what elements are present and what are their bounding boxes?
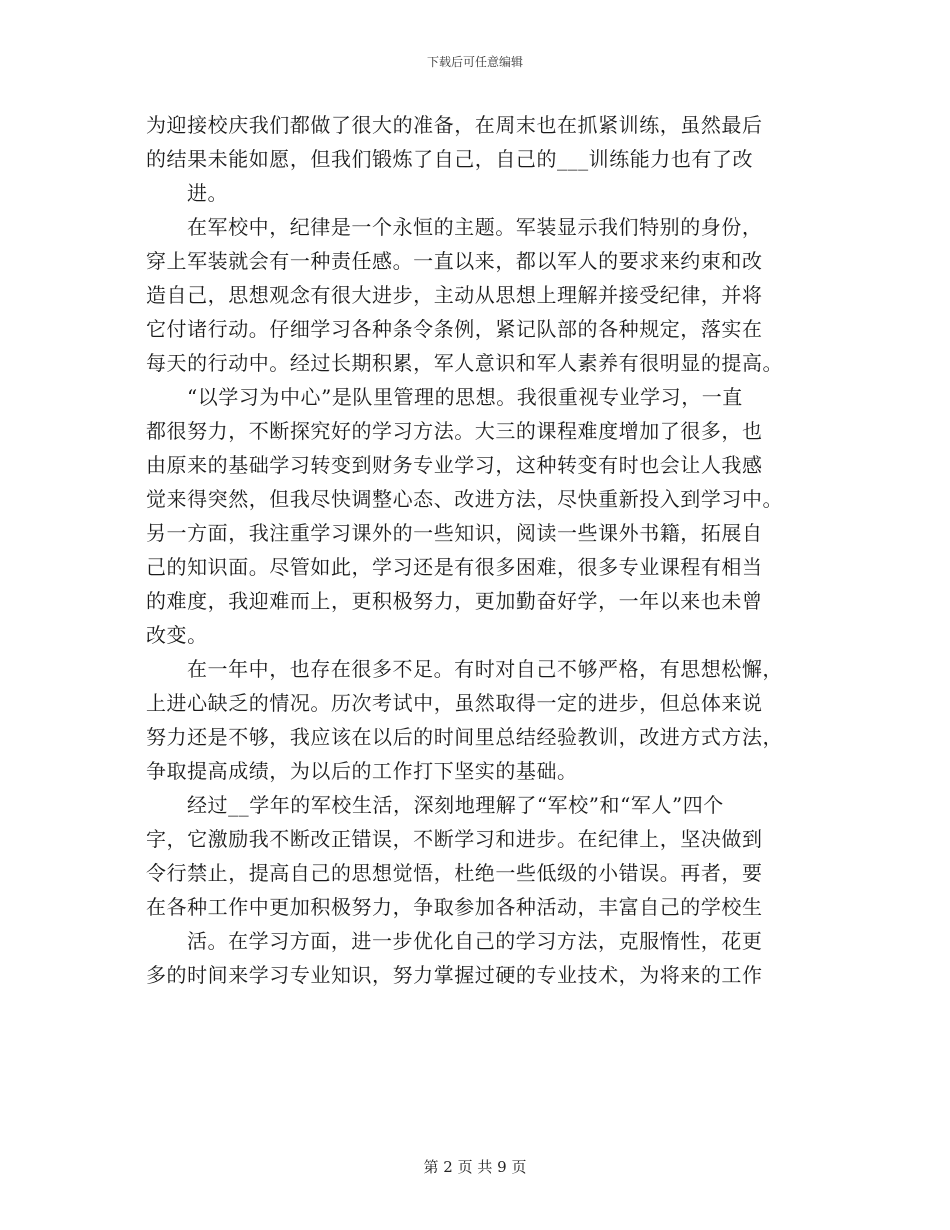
page-header: 下载后可任意编辑: [426, 55, 523, 69]
text-line: 进。: [187, 181, 229, 205]
text-line: 活。在学习方面，进一步优化自己的学习方法，克服惰性，花更: [187, 929, 763, 953]
text-line: 穿上军装就会有一种责任感。一直以来，都以军人的要求来约束和改: [146, 249, 763, 273]
text-line: 在各种工作中更加积极努力，争取参加各种活动，丰富自己的学校生: [146, 895, 763, 919]
page-footer: 第 2 页 共 9 页: [423, 1158, 527, 1176]
text-line: 上进心缺乏的情况。历次考试中，虽然取得一定的进步，但总体来说: [146, 691, 763, 715]
text-line: 己的知识面。尽管如此，学习还是有很多困难，很多专业课程有相当: [146, 555, 763, 579]
paragraph-start: 在军校中，纪律是一个永恒的主题。军装显示我们特别的身份，: [187, 215, 763, 239]
document-body: [146, 108, 806, 992]
paragraph-start: 在一年中，也存在很多不足。有时对自己不够严格，有思想松懈，: [187, 657, 783, 681]
text-line: 的难度，我迎难而上，更积极努力，更加勤奋好学，一年以来也未曾: [146, 589, 763, 613]
text-line: 觉来得突然，但我尽快调整心态、改进方法，尽快重新投入到学习中。: [146, 487, 784, 511]
text-line: 的结果未能如愿，但我们锻炼了自己，自己的___训练能力也有了改: [146, 147, 754, 171]
text-line: 另一方面，我注重学习课外的一些知识，阅读一些课外书籍，拓展自: [146, 521, 763, 545]
text-line: 多的时间来学习专业知识，努力掌握过硬的专业技术，为将来的工作: [146, 963, 763, 987]
text-line: 令行禁止，提高自己的思想觉悟，杜绝一些低级的小错误。再者，要: [146, 861, 763, 885]
text-line: 为迎接校庆我们都做了很大的准备，在周末也在抓紧训练，虽然最后: [146, 113, 763, 137]
text-line: 造自己，思想观念有很大进步，主动从思想上理解并接受纪律，并将: [146, 283, 763, 307]
text-line: 努力还是不够，我应该在以后的时间里总结经验教训，改进方式方法，: [146, 725, 784, 749]
text-line: 都很努力，不断探究好的学习方法。大三的课程难度增加了很多，也: [146, 419, 763, 443]
text-line: 由原来的基础学习转变到财务专业学习，这种转变有时也会让人我感: [146, 453, 763, 477]
text-line: 每天的行动中。经过长期积累，军人意识和军人素养有很明显的提高。: [146, 351, 784, 375]
text-line: 改变。: [146, 623, 208, 647]
paragraph-start: 经过__学年的军校生活，深刻地理解了“军校”和“军人”四个: [187, 793, 724, 817]
paragraph-start: “以学习为中心”是队里管理的思想。我很重视专业学习，一直: [187, 385, 743, 409]
text-line: 它付诸行动。仔细学习各种条令条例，紧记队部的各种规定，落实在: [146, 317, 763, 341]
text-line: 争取提高成绩，为以后的工作打下坚实的基础。: [146, 759, 578, 783]
text-line: 字，它激励我不断改正错误，不断学习和进步。在纪律上，坚决做到: [146, 827, 763, 851]
